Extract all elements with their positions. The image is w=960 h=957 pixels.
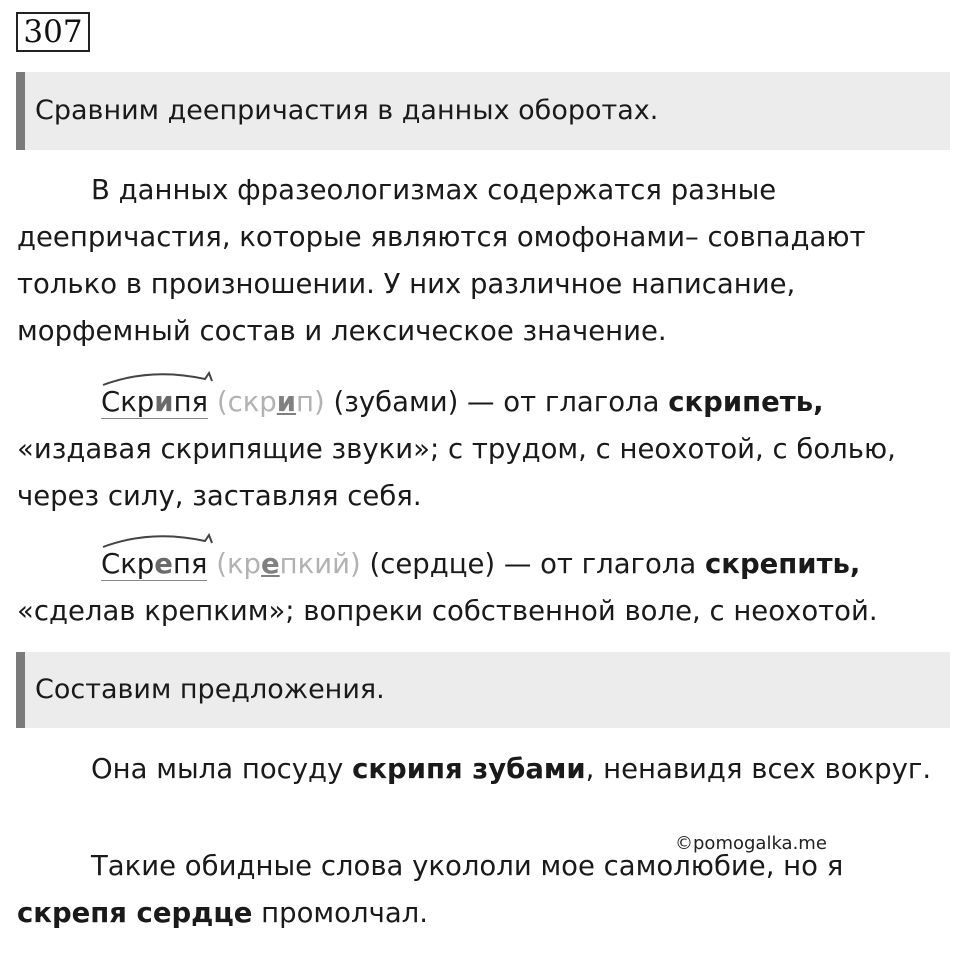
morpheme-word-skrepya: Скрепя bbox=[101, 541, 207, 588]
section-heading-sentences: Составим предложения. bbox=[16, 652, 950, 728]
exercise-number: 307 bbox=[16, 12, 90, 52]
verb-skripet: скрипеть, bbox=[668, 386, 824, 418]
entry-skripya bbox=[17, 379, 953, 520]
phrase-skripya-zubami: скрипя зубами bbox=[352, 753, 586, 785]
section-heading-compare: Сравним деепричастия в данных оборотах. bbox=[16, 72, 950, 150]
related-word-krepkiy: (крепкий) bbox=[216, 548, 361, 580]
intro-text: В данных фразеологизмах содержатся разные деепричастия, которые являются омофонами– совпадают только в произношении. У них различное написание, морфемный состав и лексическое значение. bbox=[17, 174, 866, 347]
sentence-1: Она мыла посуду скрипя зубами, ненавидя всех вокруг. bbox=[91, 753, 932, 785]
related-word-skrip: (скрип) bbox=[216, 386, 325, 418]
meaning-skrepit: «сделав крепким»; вопреки собственной воле, с неохотой. bbox=[17, 595, 878, 627]
watermark: ©pomogalka.me bbox=[675, 833, 827, 854]
verb-skrepit: скрепить, bbox=[705, 548, 861, 580]
phrase-serdce: (сердце) — от глагола bbox=[369, 548, 705, 580]
phrase-skrepya-serdce: скрепя сердце bbox=[17, 897, 253, 929]
meaning-skripet: «издавая скрипящие звуки»; с трудом, с неохотой, с болью, через силу, заставляя себя. bbox=[17, 433, 896, 512]
sentence-2: Такие обидные слова укололи мое самолюбие, но я скрепя сердце промолчал. bbox=[17, 850, 844, 929]
morpheme-word-skripya: Скрипя bbox=[101, 379, 208, 426]
intro-paragraph bbox=[17, 167, 953, 355]
root-arc-icon bbox=[101, 369, 213, 387]
phrase-zubami: (зубами) — от глагола bbox=[333, 386, 669, 418]
root-arc-icon bbox=[101, 531, 213, 549]
entry-skrepya bbox=[17, 541, 953, 635]
